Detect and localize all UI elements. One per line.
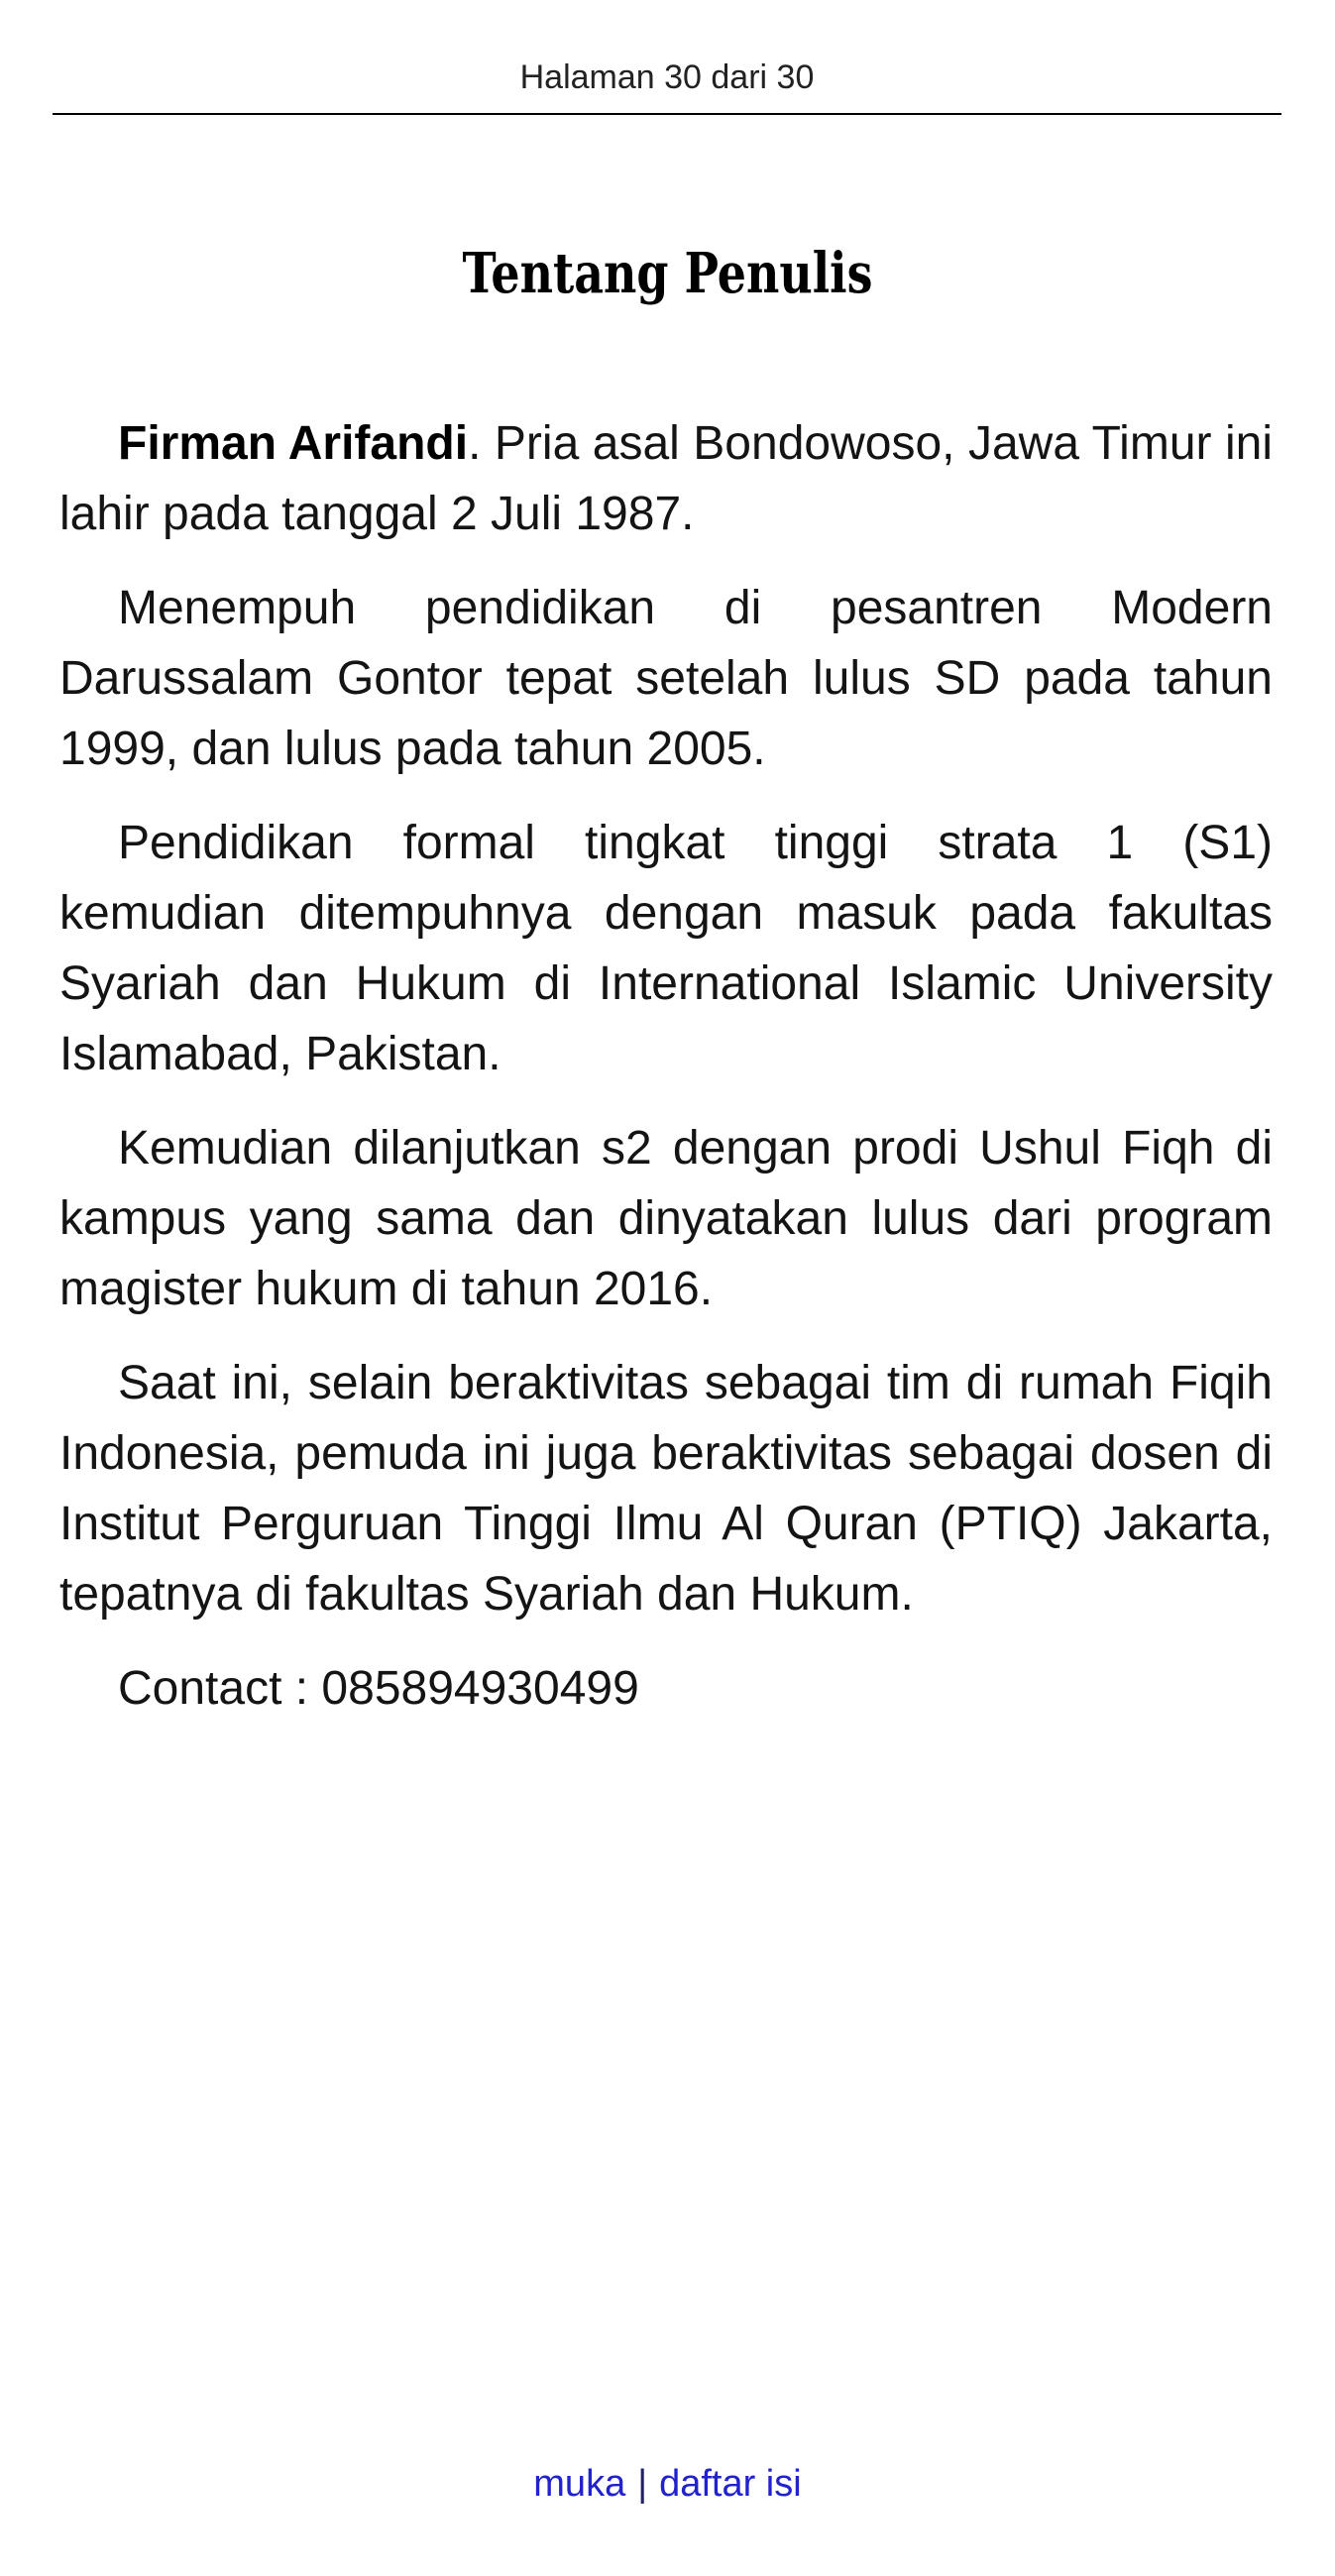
home-link[interactable]: muka: [533, 2463, 626, 2505]
intro-text: . Pria asal Bondowoso, Jawa Timur ini lahir pada tanggal 2 Juli 1987.: [59, 417, 1274, 540]
page-indicator: Halaman 30 dari 30: [519, 58, 815, 96]
bio-paragraph-current-activity: Saat ini, selain beraktivitas sebagai tim di rumah Fiqih Indonesia, pemuda ini juga beraktivitas sebagai dosen di Institut Perguruan Tinggi Ilmu Al Quran (PTIQ) Jakarta, tepatnya di fakultas Syariah dan Hukum.: [59, 1357, 1273, 1621]
bio-paragraph-education-s2: Kemudian dilanjutkan s2 dengan prodi Ushul Fiqh di kampus yang sama dan dinyatakan lulus dari program magister hukum di tahun 2016.: [59, 1122, 1273, 1315]
footer-navigation: [0, 2460, 1335, 2508]
author-name: Firman Arifandi: [118, 417, 469, 470]
contact-line: Contact : 085894930499: [118, 1662, 639, 1715]
bio-paragraph-education-s1: Pendidikan formal tingkat tinggi strata 1 (S1) kemudian ditempuhnya dengan masuk pada fakultas Syariah dan Hukum di International Islamic University Islamabad, Pakistan.: [59, 817, 1273, 1080]
table-of-contents-link[interactable]: daftar isi: [659, 2463, 802, 2505]
page-title: Tentang Penulis: [462, 241, 873, 306]
bio-paragraph-education-pesantren: Menempuh pendidikan di pesantren Modern Darussalam Gontor tepat setelah lulus SD pada tahun 1999, dan lulus pada tahun 2005.: [59, 582, 1273, 775]
link-separator: |: [637, 2463, 648, 2505]
bio-paragraph-intro: [59, 408, 1273, 549]
page-header: [53, 57, 1281, 115]
author-bio: [59, 408, 1273, 1747]
